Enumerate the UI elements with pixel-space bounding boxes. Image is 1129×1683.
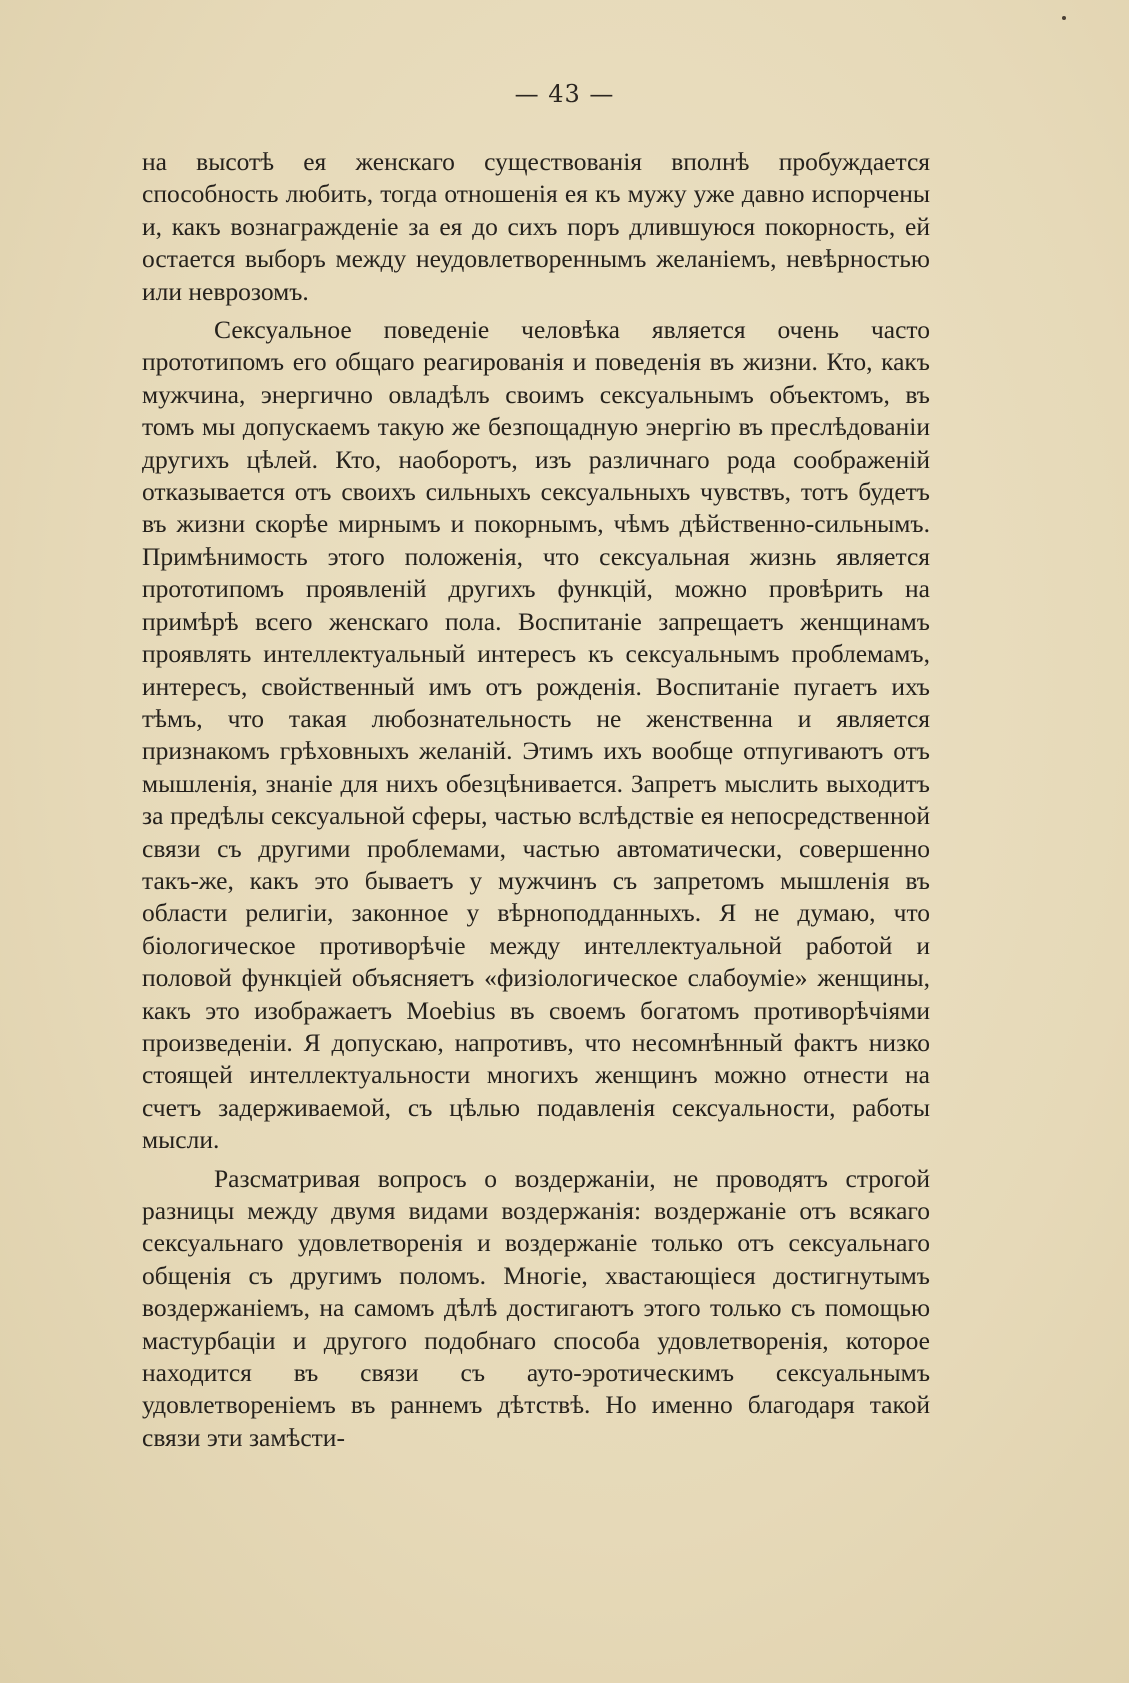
paragraph-abstinence: Разсматривая вопросъ о воздержаніи, не проводятъ строгой разницы между двумя видами воздержанія: воздержаніе отъ всякаго сексуальнаго удовлетворенія и воздержаніе только отъ сексуальнаго общенія съ другимъ поломъ. Многіе, хвастающіеся достигнутымъ воздержаніемъ, на самомъ дѣлѣ достигаютъ этого только съ помощью мастурбаціи и другого подобнаго способа удовлетворенія, которое находится въ связи съ ауто-эротическимъ сексуальнымъ удовлетвореніемъ въ раннемъ дѣтствѣ. Но именно благодаря такой связи эти замѣсти- — [142, 1163, 930, 1452]
ink-speck — [1062, 16, 1066, 20]
page-number: — 43 — — [514, 80, 615, 108]
paragraph-continuation: на высотѣ ея женскаго существованія вполнѣ пробуждается способность любить, тогда отношенія ея къ мужу уже давно испорчены и, какъ вознагражденіе за ея до сихъ поръ длившуюся покорность, ей остается выборъ между неудовлетвореннымъ желаніемъ, невѣрностью или неврозомъ. — [142, 147, 930, 306]
body-text — [142, 146, 930, 1454]
paragraph-sexual-behavior: Сексуальное поведеніе человѣка является очень часто прототипомъ его общаго реагированія и поведенія въ жизни. Кто, какъ мужчина, энергично овладѣлъ своимъ сексуальнымъ объектомъ, въ томъ мы допускаемъ такую же безпощадную энергію въ преслѣдованіи другихъ цѣлей. Кто, наоборотъ, изъ различнаго рода соображеній отказывается отъ своихъ сильныхъ сексуальныхъ чувствъ, тотъ будетъ въ жизни скорѣе мирнымъ и покорнымъ, чѣмъ дѣйственно-сильнымъ. Примѣнимость этого положенія, что сексуальная жизнь является прототипомъ проявленій другихъ функцій, можно провѣрить на примѣрѣ всего женскаго пола. Воспитаніе запрещаетъ женщинамъ проявлять интеллектуальный интересъ къ сексуальнымъ проблемамъ, интересъ, свойственный имъ отъ рожденія. Воспитаніе пугаетъ ихъ тѣмъ, что такая любознательность не женственна и является признакомъ грѣховныхъ желаній. Этимъ ихъ вообще отпугиваютъ отъ мышленія, знаніе для нихъ обезцѣнивается. Запретъ мыслить выходитъ за предѣлы сексуальной сферы, частью вслѣдствіе ея непосредственной связи съ другими проблемами, частью автоматически, совершенно такъ-же, какъ это бываетъ у мужчинъ съ запретомъ мышленія въ области религіи, законное у вѣрноподданныхъ. Я не думаю, что біологическое противорѣчіе между интеллектуальной работой и половой функціей объясняетъ «физіологическое слабоуміе» женщины, какъ это изображаетъ Moebius въ своемъ богатомъ противорѣчіями произведеніи. Я допускаю, напротивъ, что несомнѣнный фактъ низко стоящей интеллектуальности многихъ женщинъ можно отнести на счетъ задерживаемой, съ цѣлью подавленія сексуальности, работы мысли. — [142, 315, 930, 1155]
